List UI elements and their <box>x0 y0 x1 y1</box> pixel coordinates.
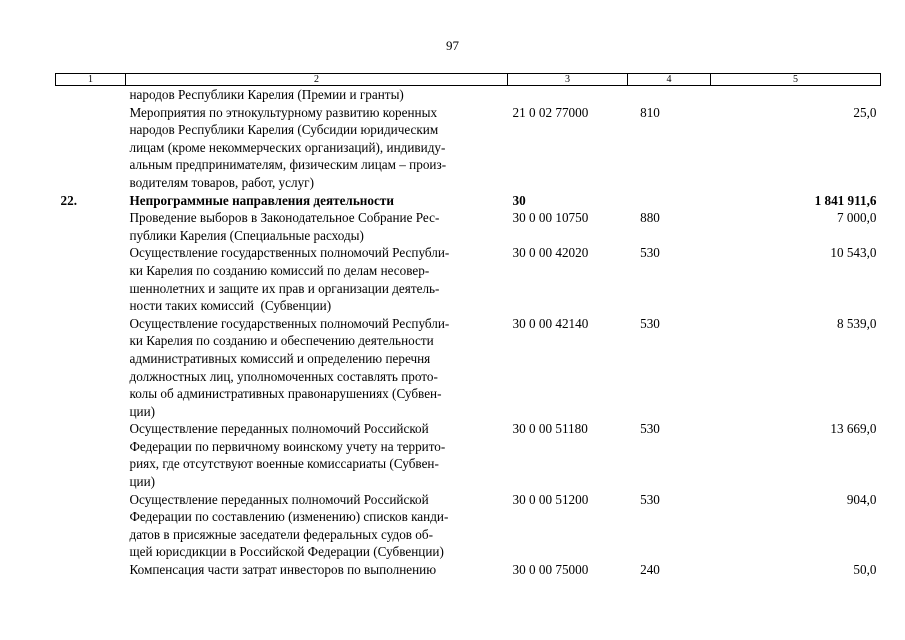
row-description: Компенсация части затрат инвесторов по выполнению <box>129 562 437 578</box>
row-expense-type: 810 <box>640 104 660 120</box>
table-row <box>56 192 881 210</box>
row-amount: 25,0 <box>853 104 877 120</box>
row-amount: 8 539,0 <box>836 315 877 331</box>
header-col-4: 4 <box>628 74 711 86</box>
row-code <box>508 86 628 104</box>
row-expense-type <box>628 86 711 104</box>
row-number <box>56 420 126 490</box>
row-amount: 1 841 911,6 <box>814 192 877 208</box>
header-row <box>56 74 881 86</box>
row-code: 30 0 00 10750 <box>512 210 589 226</box>
header-col-3: 3 <box>508 74 628 86</box>
row-expense-type: 530 <box>640 421 660 437</box>
row-expense-type: 530 <box>640 315 660 331</box>
row-code: 30 0 00 51180 <box>512 421 588 437</box>
row-expense-type: 530 <box>640 245 660 261</box>
row-expense-type <box>628 192 711 210</box>
row-description: Осуществление государственных полномочий Республи- ки Карелия по созданию и обеспечению деятельности административных комиссий и определению перечня должностных лиц, уполномоченных составлять прото- колы об административных правонарушениях (Субвен- ции) <box>129 315 450 419</box>
page-number: 97 <box>446 38 459 53</box>
row-code: 21 0 02 77000 <box>512 104 589 120</box>
table-row <box>56 315 881 421</box>
row-description: Осуществление переданных полномочий Российской Федерации по составлению (изменению) списков канди- датов в присяжные заседатели федеральных судов об- щей юрисдикции в Российской Федерации (Субвенции) <box>129 491 449 560</box>
row-number <box>56 244 126 314</box>
table-row <box>56 491 881 561</box>
row-number: 22. <box>60 192 77 208</box>
row-amount <box>711 86 881 104</box>
row-description: народов Республики Карелия (Премии и гранты) <box>129 87 404 102</box>
table-row <box>56 420 881 490</box>
row-code: 30 <box>512 192 526 208</box>
table-row <box>56 104 881 192</box>
row-code: 30 0 00 42020 <box>512 245 589 261</box>
row-number <box>56 86 126 104</box>
row-expense-type: 240 <box>640 562 660 578</box>
table-row <box>56 244 881 314</box>
row-code: 30 0 00 75000 <box>512 562 589 578</box>
row-description: Проведение выборов в Законодательное Собрание Рес- публики Карелия (Специальные расходы) <box>129 210 440 243</box>
row-description: Непрограммные направления деятельности <box>129 192 394 208</box>
row-number <box>56 561 126 579</box>
row-code: 30 0 00 51200 <box>512 491 589 507</box>
header-col-5: 5 <box>711 74 881 86</box>
row-amount: 13 669,0 <box>830 421 877 437</box>
row-code: 30 0 00 42140 <box>512 315 589 331</box>
row-number <box>56 315 126 421</box>
row-expense-type: 880 <box>640 210 660 226</box>
row-amount: 7 000,0 <box>836 210 877 226</box>
row-amount: 10 543,0 <box>830 245 877 261</box>
header-col-1: 1 <box>56 74 126 86</box>
row-amount: 904,0 <box>846 491 877 507</box>
row-number <box>56 104 126 192</box>
header-col-2: 2 <box>126 74 508 86</box>
row-description: Мероприятия по этнокультурному развитию коренных народов Республики Карелия (Субсидии юридическим лицам (кроме некоммерческих организаций), индивиду- альным предпринимателям, физическим лицам – произ- водителям товаров, работ, услуг) <box>129 104 447 190</box>
row-amount: 50,0 <box>853 562 877 578</box>
budget-table <box>55 73 881 579</box>
row-description: Осуществление переданных полномочий Российской Федерации по первичному воинскому учету на террито- риях, где отсутствуют военные комиссариаты (Субвен- ции) <box>129 421 446 490</box>
row-description: Осуществление государственных полномочий Республи- ки Карелия по созданию комиссий по делам несовер- шеннолетних и защите их прав и организации деятель- ности таких комиссий (Субвенции) <box>129 245 450 314</box>
row-number <box>56 209 126 244</box>
row-number <box>56 491 126 561</box>
table-row <box>56 209 881 244</box>
table-row <box>56 561 881 579</box>
row-expense-type: 530 <box>640 491 660 507</box>
table-row <box>56 86 881 104</box>
